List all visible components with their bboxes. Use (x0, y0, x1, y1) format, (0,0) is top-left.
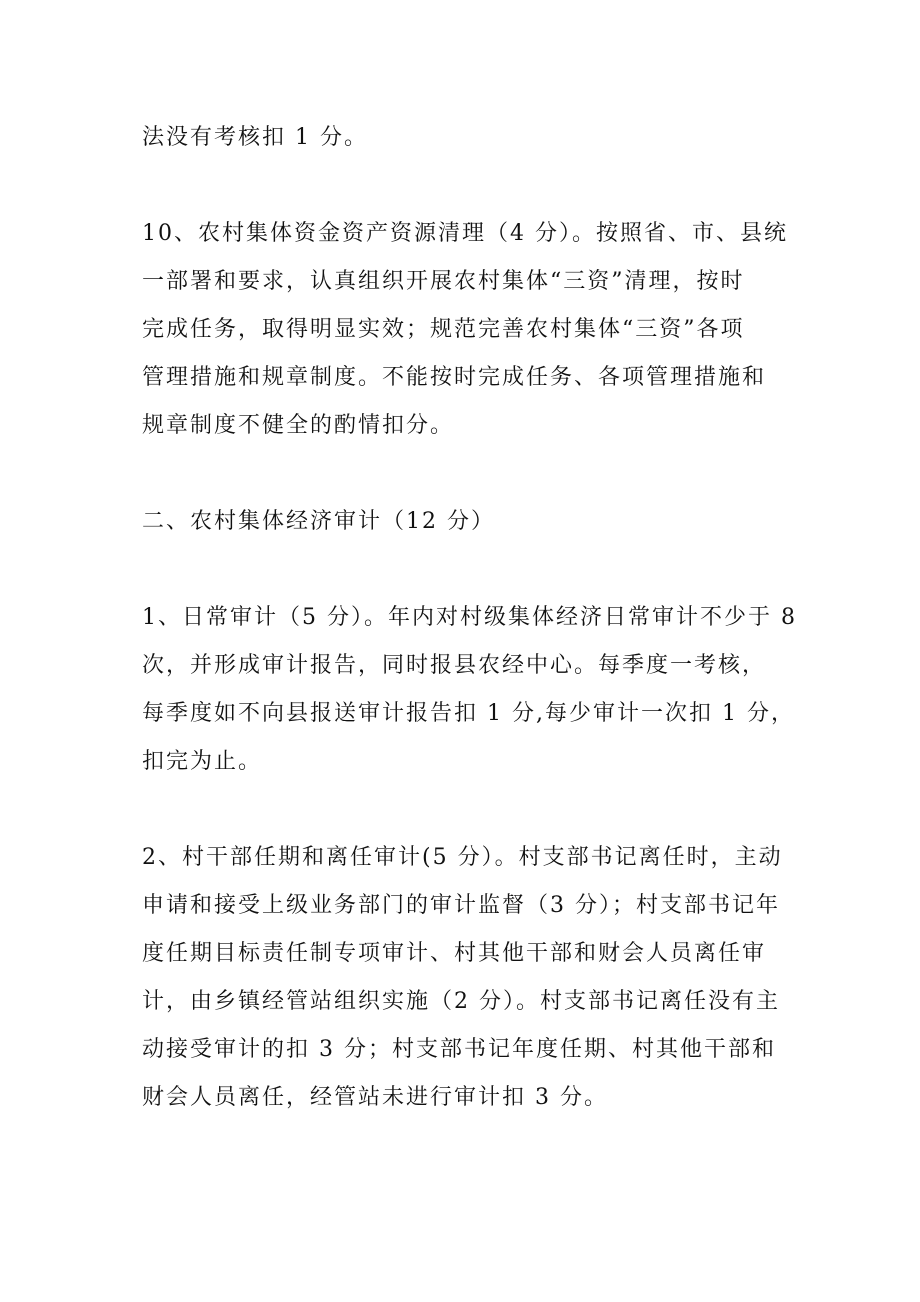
text-line: 1、日常审计（5 分）。年内对村级集体经济日常审计不少于 8 (142, 605, 797, 630)
heading-line: 二、农村集体经济审计（12 分） (142, 509, 495, 534)
text-line: 动接受审计的扣 3 分；村支部书记年度任期、村其他干部和 (142, 1037, 776, 1062)
text-line: 扣完为止。 (142, 749, 263, 774)
text-line: 完成任务，取得明显实效；规范完善农村集体“三资”各项 (142, 317, 745, 342)
paragraph-item-1-daily-audit (142, 594, 797, 786)
text-line: 一部署和要求，认真组织开展农村集体“三资”清理，按时 (142, 269, 745, 294)
text-line: 10、农村集体资金资产资源清理（4 分）。按照省、市、县统 (142, 221, 788, 246)
paragraph-item-10-asset-clearance (142, 210, 792, 450)
text-line: 规章制度不健全的酌情扣分。 (142, 413, 455, 438)
text-line: 法没有考核扣 1 分。 (142, 125, 368, 150)
text-line: 申请和接受上级业务部门的审计监督（3 分）；村支部书记年 (142, 893, 780, 918)
text-line: 次，并形成审计报告，同时报县农经中心。每季度一考核， (142, 653, 767, 678)
section-heading-audit (142, 498, 792, 546)
text-line: 计，由乡镇经管站组织实施（2 分）。村支部书记离任没有主 (142, 989, 780, 1014)
paragraph-continuation (142, 114, 792, 162)
text-line: 财会人员离任，经管站未进行审计扣 3 分。 (142, 1085, 608, 1110)
text-line: 度任期目标责任制专项审计、村其他干部和财会人员离任审 (142, 941, 767, 966)
text-line: 管理措施和规章制度。不能按时完成任务、各项管理措施和 (142, 365, 767, 390)
text-line: 每季度如不向县报送审计报告扣 1 分,每少审计一次扣 1 分， (142, 701, 795, 726)
paragraph-item-2-cadre-audit (142, 834, 792, 1122)
text-line: 2、村干部任期和离任审计(5 分）。村支部书记离任时，主动 (142, 845, 783, 870)
